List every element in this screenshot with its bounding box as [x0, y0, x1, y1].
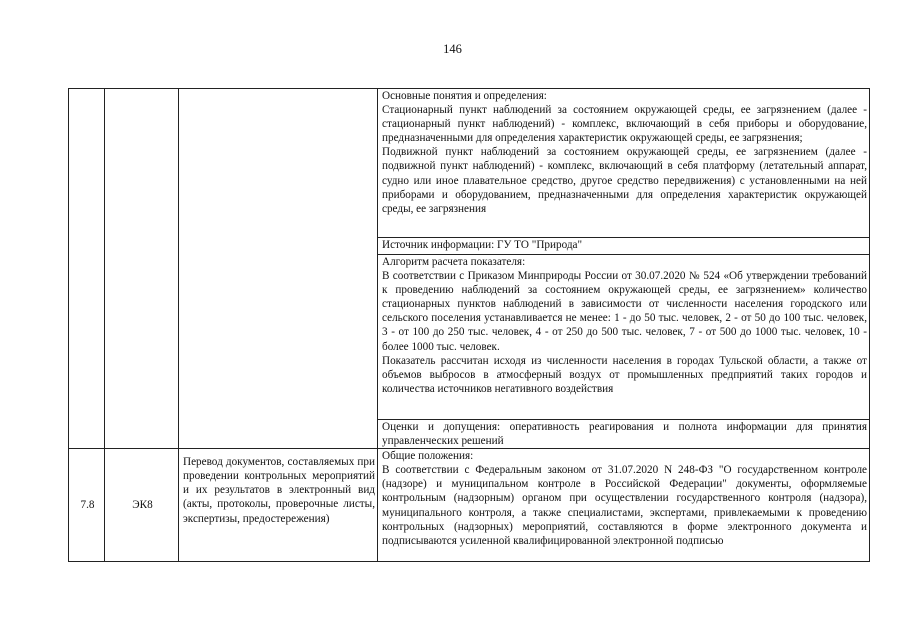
algorithm-paragraph: Показатель рассчитан исходя из численности населения в городах Тульской области, а также от объемов выбросов в атмосферный воздух от промышленных предприятий таких городов и количества источников негативного воздействия	[382, 354, 867, 395]
description-cell	[378, 89, 870, 238]
algorithm-cell	[378, 255, 870, 420]
source-text: Источник информации: ГУ ТО "Природа"	[382, 239, 583, 251]
general-provisions-cell	[378, 449, 870, 562]
table-row	[69, 89, 870, 238]
table-row	[69, 449, 870, 562]
source-cell	[378, 238, 870, 255]
page-number: 146	[443, 42, 462, 56]
section-heading: Основные понятия и определения:	[382, 90, 547, 102]
row-name-cell	[179, 449, 378, 562]
row-code-cell: ЭК8	[105, 449, 179, 562]
algorithm-paragraph: В соответствии с Приказом Минприроды России от 30.07.2020 № 524 «Об утверждении требований к проведению наблюдений за состоянием окружающей среды, ее загрязнением» количество стационарных пунктов наблюдений в зависимости от численности населения городского или сельского поселения устанавливается не менее: 1 - до 50 тыс. человек, 2 - от 50 до 100 тыс. человек, 3 - от 100 до 250 тыс. человек, 4 - от 250 до 500 тыс. человек, 7 - от 500 до 1000 тыс. человек, 10 - более 1000 тыс. человек.	[382, 270, 867, 353]
definition-paragraph: Подвижной пункт наблюдений за состоянием окружающей среды, ее загрязнением (далее - подвижной пункт наблюдений) - комплекс, включающий в себя платформу (летательный аппарат, судно или иное плавательное средство, другое средство передвижения) с установленными на ней приборами и оборудованием, предназначенными для определения характеристик окружающей среды, ее загрязнения	[382, 146, 867, 215]
definition-paragraph: Стационарный пункт наблюдений за состоянием окружающей среды, ее загрязнением (далее - стационарный пункт наблюдений) - комплекс, включающий в себя приборы и оборудование, предназначенными для определения характеристик окружающей среды, ее загрязнения;	[382, 104, 867, 145]
section-heading: Алгоритм расчета показателя:	[382, 256, 526, 268]
row-number-cell: 7.8	[69, 449, 105, 562]
row-name-cell	[179, 89, 378, 449]
provisions-paragraph: В соответствии с Федеральным законом от 31.07.2020 N 248-ФЗ "О государственном контроле (надзоре) и муниципальном контроле в Российской Федерации" документы, оформляемые контрольным (надзорным) органом при осуществлении государственного контроля (надзора), муниципального контроля, а также специалистами, экспертами, привлекаемыми к проведению контрольных (надзорных) мероприятий, составляются в форме электронного документа и подписываются усиленной квалифицированной электронной подписью	[382, 464, 867, 547]
row-code-cell	[105, 89, 179, 449]
assumptions-cell	[378, 420, 870, 449]
row-number-cell	[69, 89, 105, 449]
section-heading: Общие положения:	[382, 450, 474, 463]
assumptions-text: Оценки и допущения: оперативность реагирования и полнота информации для принятия управленческих решений	[382, 421, 867, 448]
indicator-table	[68, 88, 870, 562]
row-name-text: Перевод документов, составляемых при проведении контрольных мероприятий и их результатов в электронный вид (акты, протоколы, проверочные листы, экспертизы, предостережения)	[183, 456, 375, 525]
